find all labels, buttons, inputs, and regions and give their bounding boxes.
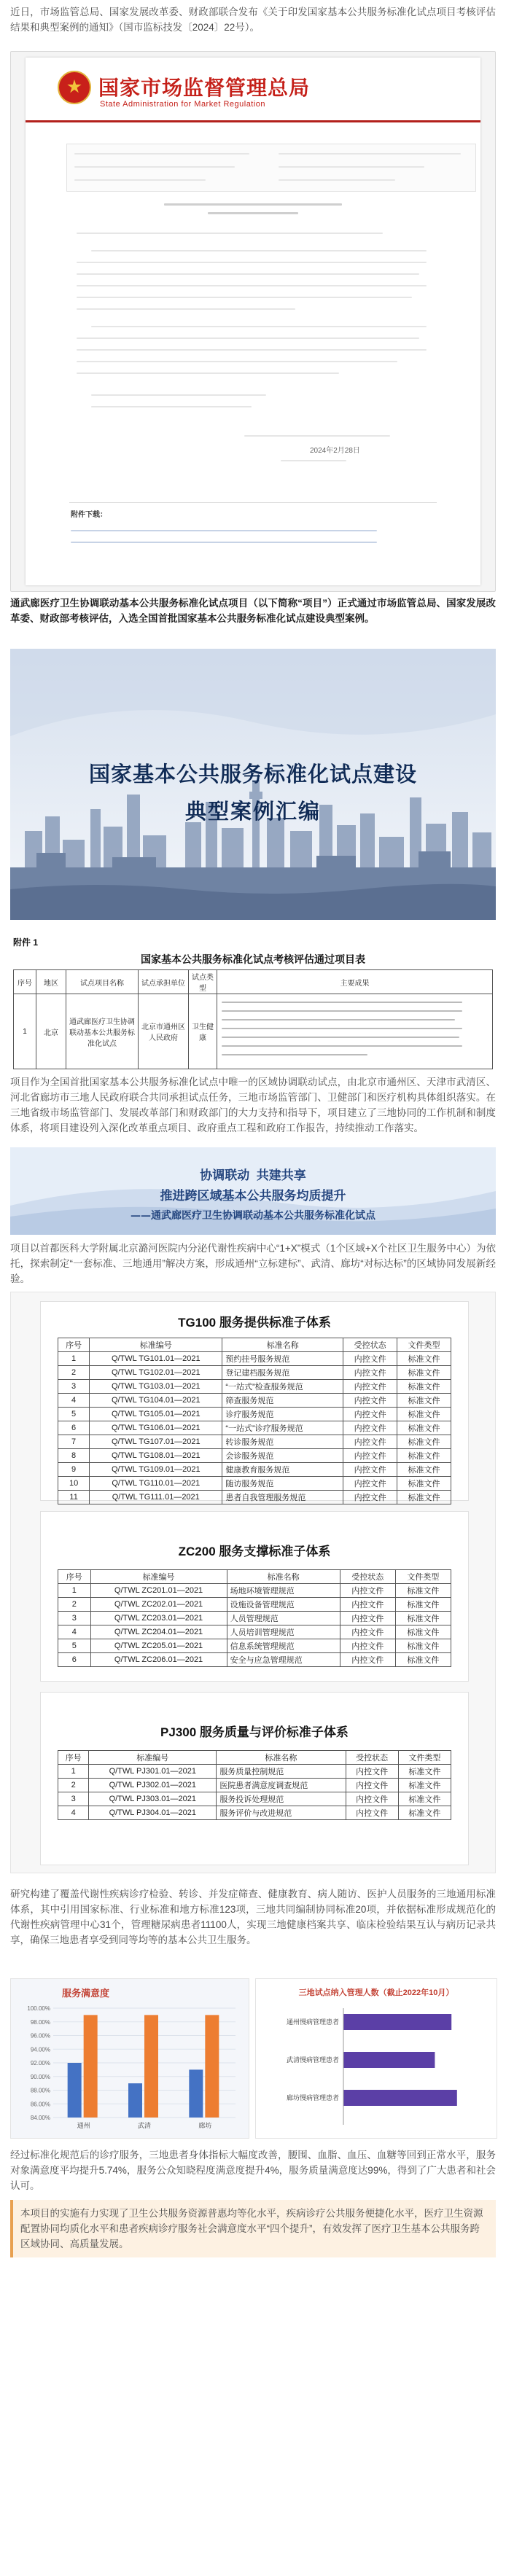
pj300-cell: 内控文件: [346, 1806, 398, 1820]
tg100-cell: Q/TWL TG109.01—2021: [90, 1463, 222, 1477]
chart-title: 服务满意度: [62, 1988, 110, 1999]
zc200-cell: Q/TWL ZC204.01—2021: [90, 1625, 227, 1639]
banner-title-line-2: 典型案例汇编: [184, 799, 321, 824]
bar-廊坊-1: [205, 2015, 219, 2118]
tg100-cell: 标准文件: [397, 1394, 451, 1408]
pj300-cell: 医院患者满意度调查规范: [217, 1779, 346, 1792]
banner2-line-2: 推进跨区域基本公共服务均质提升: [160, 1189, 346, 1203]
tg100-header-2: 标准名称: [222, 1338, 343, 1352]
pj300-cell: Q/TWL PJ303.01—2021: [89, 1792, 217, 1806]
tg100-cell: 9: [58, 1463, 90, 1477]
tg100-cell: 内控文件: [343, 1435, 397, 1449]
case-compilation-banner: [10, 649, 496, 920]
pj300-cell: 内控文件: [346, 1765, 398, 1779]
tg100-cell: 预约挂号服务规范: [222, 1352, 343, 1366]
attachment-link-1[interactable]: [71, 530, 377, 531]
zc200-cell: 2: [58, 1598, 91, 1612]
pj300-cell: 1: [58, 1765, 89, 1779]
tg100-cell: 内控文件: [343, 1463, 397, 1477]
zc200-cell: 设施设备管理规范: [227, 1598, 340, 1612]
tg100-cell: Q/TWL TG103.01—2021: [90, 1380, 222, 1394]
tg100-cell: 内控文件: [343, 1408, 397, 1421]
zc200-table: [58, 1569, 451, 1667]
tg100-cell: 6: [58, 1421, 90, 1435]
y-tick-label: 84.00%: [30, 2115, 50, 2121]
tg100-cell: 2: [58, 1366, 90, 1380]
pj300-cell: Q/TWL PJ304.01—2021: [89, 1806, 217, 1820]
th-achievements: 主要成果: [217, 970, 493, 994]
bar-通州慢病管理患者: [343, 2014, 451, 2030]
zc200-cell: 人员管理规范: [227, 1612, 340, 1625]
category-label: 武清慢病管理患者: [286, 2056, 339, 2064]
y-tick-label: 94.00%: [30, 2046, 50, 2053]
pj300-header-3: 受控状态: [346, 1751, 398, 1765]
project-paragraph: 项目作为全国首批国家基本公共服务标准化试点中唯一的区域协调联动试点，由北京市通州区、天津市武清区、河北省廊坊市三地人民政府联合共同承担试点任务，三地市场监管部门、卫健部门和医疗机构具体组织落实。在三地省级市场监管部门、发展改革部门和财政部门的大力支持和指导下，项目建立了三地协同的工作机制和制度体系，将项目建设列入深化改革重点项目、政府重点工程和政府工作报告，持续推动工作落实。: [10, 1077, 496, 1133]
management-count-chart: [255, 1978, 497, 2139]
banner-title-line-1: 国家基本公共服务标准化试点建设: [88, 762, 417, 787]
bar-武清-0: [128, 2083, 142, 2118]
bar-通州-0: [68, 2063, 82, 2118]
national-emblem-icon: [58, 71, 91, 104]
y-tick-label: 96.00%: [30, 2032, 50, 2040]
th-project: 试点项目名称: [66, 970, 139, 994]
table-row: [58, 1394, 451, 1408]
pj300-section: [40, 1692, 469, 1865]
zc200-cell: Q/TWL ZC201.01—2021: [90, 1584, 227, 1598]
zc200-header-1: 标准编号: [90, 1570, 227, 1584]
tg100-header-3: 受控状态: [343, 1338, 397, 1352]
pj300-cell: 标准文件: [398, 1765, 451, 1779]
y-tick-label: 86.00%: [30, 2101, 50, 2108]
zc200-title: ZC200 服务支撑标准子体系: [178, 1545, 331, 1558]
zc200-cell: 内控文件: [340, 1598, 395, 1612]
zc200-cell: 3: [58, 1612, 91, 1625]
tg100-cell: 标准文件: [397, 1435, 451, 1449]
zc200-cell: Q/TWL ZC206.01—2021: [90, 1653, 227, 1667]
table-row: [58, 1779, 451, 1792]
chart-title: 三地试点纳入管理人数（截止2022年10月）: [298, 1988, 454, 1997]
pj300-cell: 服务投诉处理规范: [217, 1792, 346, 1806]
banner2-line-3: ——通武廊医疗卫生协调联动基本公共服务标准化试点: [131, 1210, 375, 1222]
tg100-cell: Q/TWL TG107.01—2021: [90, 1435, 222, 1449]
table-row: [58, 1598, 451, 1612]
tg100-cell: 标准文件: [397, 1477, 451, 1491]
zc200-cell: 内控文件: [340, 1653, 395, 1667]
tg100-cell: 1: [58, 1352, 90, 1366]
th-type: 试点类型: [189, 970, 217, 994]
table-row: [58, 1653, 451, 1667]
table-row: [58, 1477, 451, 1491]
bar-廊坊-0: [189, 2069, 203, 2118]
tg100-cell: 内控文件: [343, 1380, 397, 1394]
tg100-cell: 健康教育服务规范: [222, 1463, 343, 1477]
table-row: [58, 1584, 451, 1598]
tg100-cell: 标准文件: [397, 1352, 451, 1366]
attachment-title: 国家基本公共服务标准化试点考核评估通过项目表: [141, 954, 365, 966]
coordination-banner: [10, 1147, 496, 1235]
tg100-cell: 4: [58, 1394, 90, 1408]
zc200-cell: 内控文件: [340, 1612, 395, 1625]
notice-screenshot: [10, 51, 496, 592]
tg100-cell: 内控文件: [343, 1477, 397, 1491]
tg100-header-4: 文件类型: [397, 1338, 451, 1352]
zc200-cell: 人员培训管理规范: [227, 1625, 340, 1639]
x-tick-label: 武清: [137, 2122, 152, 2129]
zc200-cell: 内控文件: [340, 1639, 395, 1653]
model-paragraph: 项目以首都医科大学附属北京潞河医院内分泌代谢性疾病中心“1+X”模式（1个区域+X个社区卫生服务中心）为依托，探索制定“一套标准、三地通用”解决方案，形成通州“立标建标”、武清、廊坊“对标达标”的区域协同发展新经验。: [10, 1243, 496, 1284]
pj300-header-2: 标准名称: [217, 1751, 346, 1765]
y-tick-label: 100.00%: [27, 2005, 50, 2012]
notice-signature-date: 2024年2月28日: [310, 447, 360, 455]
pj300-table: [58, 1750, 451, 1820]
tg100-header-0: 序号: [58, 1338, 90, 1352]
tg100-table: [58, 1338, 451, 1504]
tg100-cell: 会诊服务规范: [222, 1449, 343, 1463]
row-project: 通武廊医疗卫生协调联动基本公共服务标准化试点: [66, 994, 139, 1069]
attachment-table: [13, 969, 493, 1069]
tg100-cell: Q/TWL TG104.01—2021: [90, 1394, 222, 1408]
zc200-header-0: 序号: [58, 1570, 91, 1584]
tg100-cell: 标准文件: [397, 1491, 451, 1504]
pj300-cell: 标准文件: [398, 1779, 451, 1792]
table-row: [58, 1491, 451, 1504]
tg100-cell: 11: [58, 1491, 90, 1504]
system-paragraph: 研究构建了覆盖代谢性疾病诊疗检验、转诊、并发症筛查、健康教育、病人随访、医护人员服务的三地通用标准体系，其中引用国家标准、行业标准和地方标准123项，三地共同编制协同标准20项，并依据标准形成规范化的代谢性疾病管理中心31个，管理糖尿病患者11100人，实现三地健康档案共享、临床检验结果互认与病历记录共享，确保三地患者享受到同等均等的基本公共卫生服务。: [10, 1889, 496, 1945]
zc200-cell: 标准文件: [395, 1612, 451, 1625]
zc200-cell: 6: [58, 1653, 91, 1667]
zc200-cell: Q/TWL ZC202.01—2021: [90, 1598, 227, 1612]
zc200-cell: 标准文件: [395, 1653, 451, 1667]
attachment-link-2[interactable]: [71, 542, 377, 543]
th-region: 地区: [36, 970, 66, 994]
pj300-header-0: 序号: [58, 1751, 89, 1765]
tg100-cell: 8: [58, 1449, 90, 1463]
pj300-title: PJ300 服务质量与评价标准子体系: [160, 1725, 349, 1739]
th-index: 序号: [14, 970, 36, 994]
tg100-cell: 转诊服务规范: [222, 1435, 343, 1449]
bar-廊坊慢病管理患者: [343, 2090, 457, 2106]
agency-header: [26, 58, 480, 122]
tg100-cell: 7: [58, 1435, 90, 1449]
zc200-cell: 场地环境管理规范: [227, 1584, 340, 1598]
banner2-text: [10, 1165, 496, 1222]
tg100-cell: 标准文件: [397, 1380, 451, 1394]
zc200-cell: 标准文件: [395, 1598, 451, 1612]
tg100-cell: 内控文件: [343, 1366, 397, 1380]
x-tick-label: 通州: [77, 2122, 90, 2129]
bar-通州-1: [84, 2015, 98, 2118]
tg100-cell: 标准文件: [397, 1366, 451, 1380]
table-row: [58, 1612, 451, 1625]
pj300-cell: 2: [58, 1779, 89, 1792]
row-type: 卫生健康: [189, 994, 217, 1069]
result-paragraph: 经过标准化规范后的诊疗服务，三地患者身体指标大幅度改善，腰围、血脂、血压、血糖等回到正常水平，服务对象满意度平均提升5.74%，服务公众知晓程度满意度提升4%，服务质量满意度达99%，得到了广大患者和社会认可。: [10, 2150, 496, 2191]
zc200-cell: 标准文件: [395, 1625, 451, 1639]
bar-武清-1: [144, 2015, 158, 2118]
pj300-cell: 服务评价与改进规范: [217, 1806, 346, 1820]
pj300-cell: 服务质量控制规范: [217, 1765, 346, 1779]
zc200-cell: 信息系统管理规范: [227, 1639, 340, 1653]
zc200-cell: 内控文件: [340, 1625, 395, 1639]
charts-row: [10, 1978, 496, 2137]
table-row: [58, 1625, 451, 1639]
table-row: [58, 1421, 451, 1435]
y-tick-label: 92.00%: [30, 2060, 50, 2066]
tg100-cell: 标准文件: [397, 1449, 451, 1463]
table-row: [58, 1463, 451, 1477]
tg100-section: [40, 1301, 469, 1501]
zc200-cell: 5: [58, 1639, 91, 1653]
tg100-cell: 10: [58, 1477, 90, 1491]
tg100-cell: Q/TWL TG102.01—2021: [90, 1366, 222, 1380]
banner2-line-1: 协调联动 共建共享: [200, 1168, 306, 1182]
pj300-cell: 标准文件: [398, 1806, 451, 1820]
tg100-cell: Q/TWL TG105.01—2021: [90, 1408, 222, 1421]
zc200-cell: Q/TWL ZC205.01—2021: [90, 1639, 227, 1653]
tg100-cell: “一站式”检查服务规范: [222, 1380, 343, 1394]
pilot-paragraph: 通武廊医疗卫生协调联动基本公共服务标准化试点项目（以下简称“项目”）正式通过市场监管总局、国家发展改革委、财政部考核评估，入选全国首批国家基本公共服务标准化试点建设典型案例。: [10, 598, 496, 624]
pj300-cell: 内控文件: [346, 1792, 398, 1806]
tg100-cell: 内控文件: [343, 1421, 397, 1435]
category-label: 通州慢病管理患者: [286, 2018, 339, 2026]
zc200-section: [40, 1511, 469, 1682]
y-tick-label: 98.00%: [30, 2018, 50, 2026]
tg100-cell: 标准文件: [397, 1463, 451, 1477]
tg100-header-1: 标准编号: [90, 1338, 222, 1352]
tg100-cell: Q/TWL TG108.01—2021: [90, 1449, 222, 1463]
row-unit: 北京市通州区人民政府: [139, 994, 189, 1069]
zc200-header-4: 文件类型: [395, 1570, 451, 1584]
attachment-download-label: 附件下载：: [71, 511, 107, 519]
pj300-cell: 4: [58, 1806, 89, 1820]
notice-meta-box: [66, 144, 476, 192]
tg100-cell: 内控文件: [343, 1491, 397, 1504]
tg100-cell: 随访服务规范: [222, 1477, 343, 1491]
zc200-header-2: 标准名称: [227, 1570, 340, 1584]
table-row: [58, 1449, 451, 1463]
tg100-cell: 标准文件: [397, 1408, 451, 1421]
satisfaction-chart: [10, 1978, 249, 2139]
zc200-cell: 内控文件: [340, 1584, 395, 1598]
tg100-cell: 5: [58, 1408, 90, 1421]
tg100-cell: 内控文件: [343, 1449, 397, 1463]
agency-name: 国家市场监督管理总局: [98, 76, 311, 100]
row-index: 1: [14, 994, 36, 1069]
zc200-cell: 4: [58, 1625, 91, 1639]
table-row: [58, 1639, 451, 1653]
tg100-cell: 3: [58, 1380, 90, 1394]
pj300-cell: 内控文件: [346, 1779, 398, 1792]
tg100-cell: 诊疗服务规范: [222, 1408, 343, 1421]
pj300-cell: Q/TWL PJ302.01—2021: [89, 1779, 217, 1792]
tg100-cell: 内控文件: [343, 1394, 397, 1408]
row-region: 北京: [36, 994, 66, 1069]
tg100-cell: 登记建档服务规范: [222, 1366, 343, 1380]
tg100-cell: 内控文件: [343, 1352, 397, 1366]
intro-paragraph: 近日，市场监管总局、国家发展改革委、财政部联合发布《关于印发国家基本公共服务标准化试点项目考核评估结果和典型案例的通知》（国市监标技发〔2024〕22号）。: [10, 7, 496, 33]
table-row: [58, 1806, 451, 1820]
zc200-cell: 1: [58, 1584, 91, 1598]
table-row: [58, 1435, 451, 1449]
pj300-cell: 标准文件: [398, 1792, 451, 1806]
table-row: [58, 1408, 451, 1421]
agency-name-english: State Administration for Market Regulation: [100, 100, 266, 109]
table-row: [58, 1765, 451, 1779]
attachment-table-card: [10, 936, 496, 1066]
y-tick-label: 88.00%: [30, 2087, 50, 2094]
tg100-cell: Q/TWL TG101.01—2021: [90, 1352, 222, 1366]
tg100-cell: 患者自我管理服务规范: [222, 1491, 343, 1504]
table-row: [58, 1352, 451, 1366]
zc200-header-3: 受控状态: [340, 1570, 395, 1584]
y-tick-label: 90.00%: [30, 2073, 50, 2080]
zc200-cell: 安全与应急管理规范: [227, 1653, 340, 1667]
notice-document: [26, 58, 480, 585]
zc200-cell: 标准文件: [395, 1639, 451, 1653]
pj300-cell: Q/TWL PJ301.01—2021: [89, 1765, 217, 1779]
tg100-cell: Q/TWL TG110.01—2021: [90, 1477, 222, 1491]
x-tick-label: 廊坊: [198, 2122, 212, 2129]
tg100-cell: “一站式”诊疗服务规范: [222, 1421, 343, 1435]
tg100-cell: 标准文件: [397, 1421, 451, 1435]
th-unit: 试点承担单位: [139, 970, 189, 994]
tg100-title: TG100 服务提供标准子体系: [178, 1316, 331, 1330]
conclusion-callout: 本项目的实施有力实现了卫生公共服务资源普惠均等化水平，疾病诊疗公共服务便捷化水平，医疗卫生资源配置协同均质化水平和患者疾病诊疗服务社会满意度水平“四个提升”，有效发挥了医疗卫生基本公共服务跨区域协同、高质量发展。: [10, 2200, 496, 2257]
tg100-cell: 筛查服务规范: [222, 1394, 343, 1408]
table-row: [58, 1380, 451, 1394]
category-label: 廊坊慢病管理患者: [286, 2094, 339, 2101]
table-row: [58, 1366, 451, 1380]
tg100-cell: Q/TWL TG111.01—2021: [90, 1491, 222, 1504]
standards-system-card: [10, 1292, 496, 1873]
attachment-label: 附件 1: [13, 937, 39, 948]
pj300-cell: 3: [58, 1792, 89, 1806]
tg100-cell: Q/TWL TG106.01—2021: [90, 1421, 222, 1435]
pj300-header-1: 标准编号: [89, 1751, 217, 1765]
row-achievements: [217, 994, 493, 1069]
bar-武清慢病管理患者: [343, 2052, 435, 2068]
table-row: [58, 1792, 451, 1806]
zc200-cell: Q/TWL ZC203.01—2021: [90, 1612, 227, 1625]
pj300-header-4: 文件类型: [398, 1751, 451, 1765]
zc200-cell: 标准文件: [395, 1584, 451, 1598]
case-compilation-title: [10, 758, 496, 825]
